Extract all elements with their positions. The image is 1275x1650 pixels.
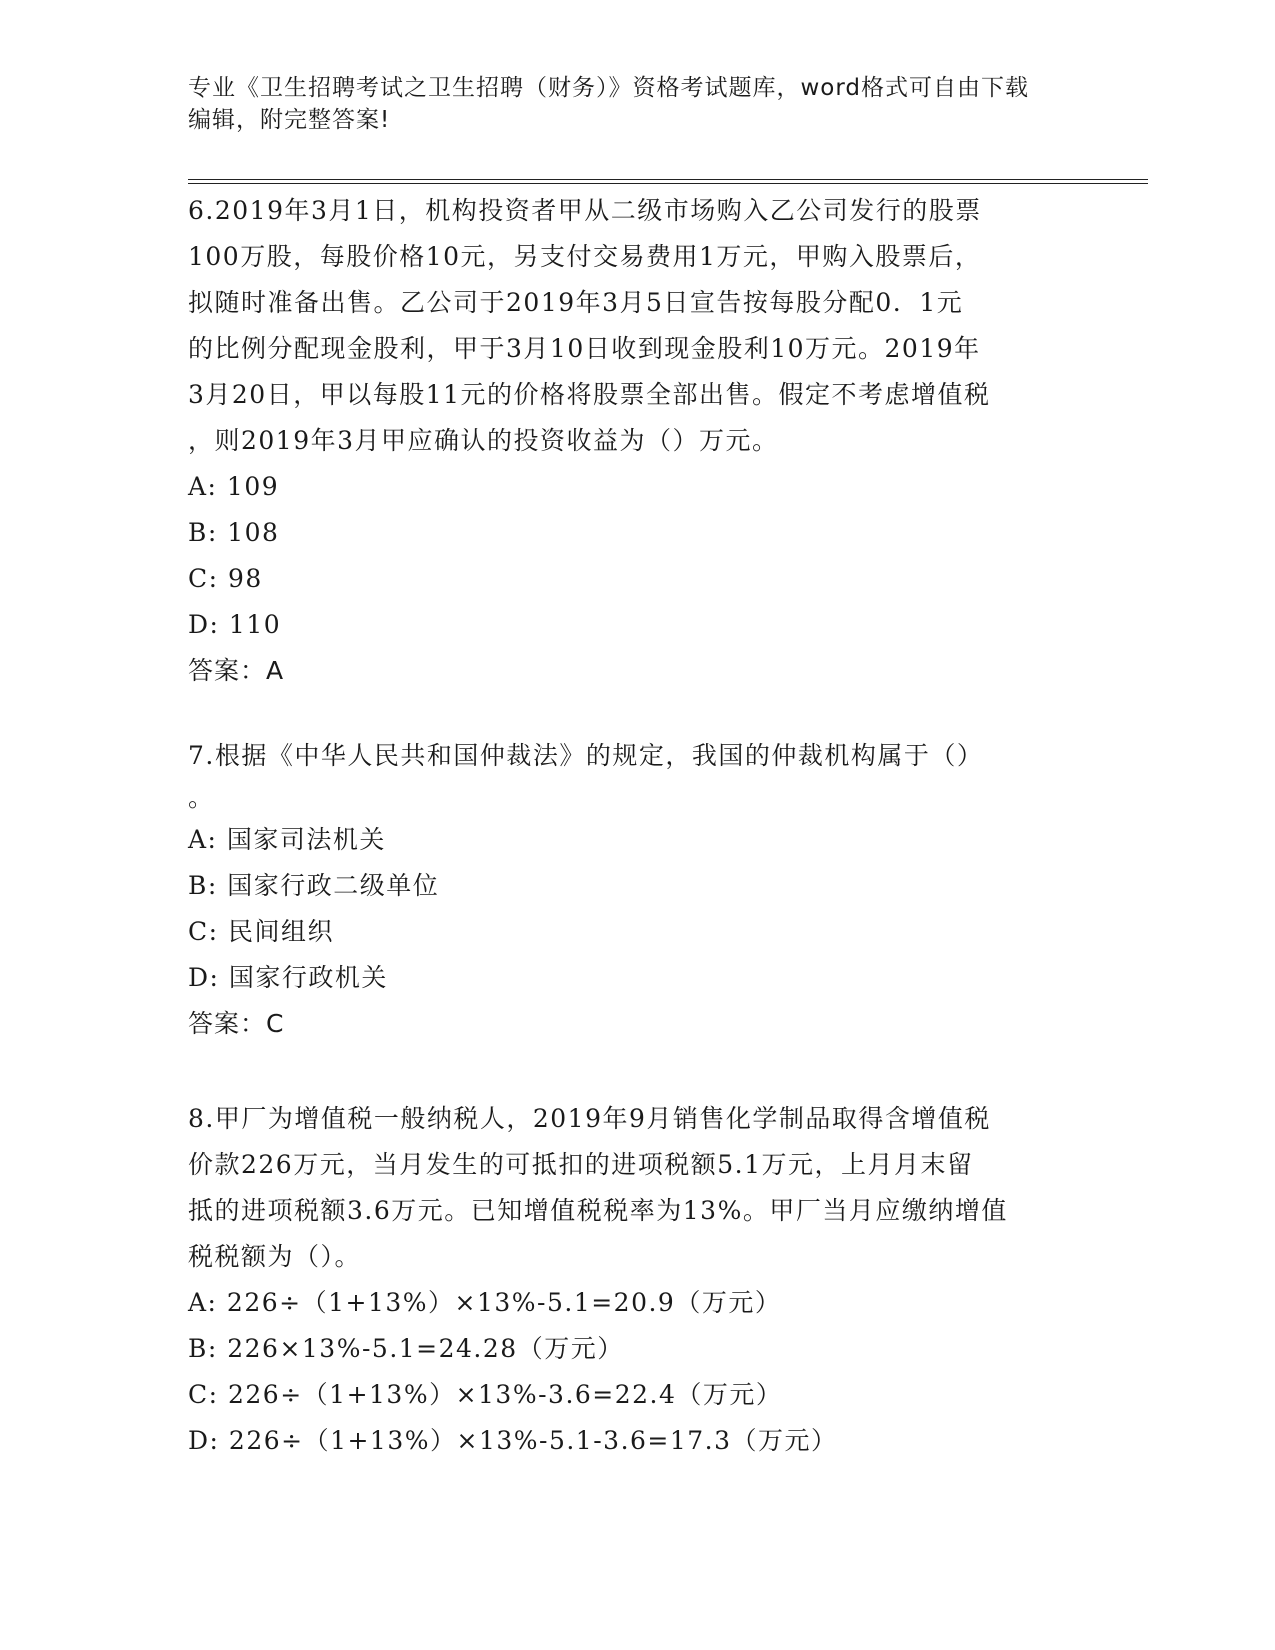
option-d: D: 国家行政机关: [188, 963, 388, 992]
option-a: A: 国家司法机关: [188, 825, 386, 854]
question-text-line: 。: [188, 783, 215, 812]
option-a: A: 226÷（1+13%）×13%-5.1=20.9（万元）: [188, 1288, 782, 1317]
question-text-line: 价款226万元，当月发生的可抵扣的进项税额5.1万元，上月月末留: [188, 1150, 974, 1179]
header-divider-bottom: [188, 183, 1148, 184]
option-b: B: 108: [188, 518, 280, 547]
option-b: B: 国家行政二级单位: [188, 871, 440, 900]
question-text-line: 6.2019年3月1日，机构投资者甲从二级市场购入乙公司发行的股票: [188, 196, 982, 225]
question-text-line: 的比例分配现金股利，甲于3月10日收到现金股利10万元。2019年: [188, 334, 981, 363]
option-c: C: 226÷（1+13%）×13%-3.6=22.4（万元）: [188, 1380, 783, 1409]
question-text-line: 100万股，每股价格10元，另支付交易费用1万元，甲购入股票后，: [188, 242, 982, 271]
option-b: B: 226×13%-5.1=24.28（万元）: [188, 1334, 624, 1363]
answer: 答案：A: [188, 656, 285, 685]
option-d: D: 110: [188, 610, 282, 639]
header-divider-top: [188, 179, 1148, 180]
question-8: [188, 1096, 1088, 1464]
question-text-line: 3月20日，甲以每股11元的价格将股票全部出售。假定不考虑增值税: [188, 380, 991, 409]
option-c: C: 民间组织: [188, 917, 334, 946]
question-6: [188, 188, 1088, 694]
question-text-line: 税税额为（）。: [188, 1242, 362, 1271]
option-a: A: 109: [188, 472, 280, 501]
header-line-1: 专业《卫生招聘考试之卫生招聘（财务）》资格考试题库，word格式可自由下载: [188, 75, 1030, 101]
question-text-line: 8.甲厂为增值税一般纳税人，2019年9月销售化学制品取得含增值税: [188, 1104, 991, 1133]
question-7: [188, 733, 1088, 1047]
question-text-line: 拟随时准备出售。乙公司于2019年3月5日宣告按每股分配0．1元: [188, 288, 964, 317]
document-header: [188, 72, 1088, 136]
question-text-line: ，则2019年3月甲应确认的投资收益为（）万元。: [188, 426, 779, 455]
option-d: D: 226÷（1+13%）×13%-5.1-3.6=17.3（万元）: [188, 1426, 838, 1455]
answer: 答案：C: [188, 1009, 285, 1038]
option-c: C: 98: [188, 564, 263, 593]
header-line-2: 编辑，附完整答案!: [188, 107, 391, 133]
question-text-line: 7.根据《中华人民共和国仲裁法》的规定，我国的仲裁机构属于（）: [188, 741, 984, 770]
question-text-line: 抵的进项税额3.6万元。已知增值税税率为13%。甲厂当月应缴纳增值: [188, 1196, 1008, 1225]
